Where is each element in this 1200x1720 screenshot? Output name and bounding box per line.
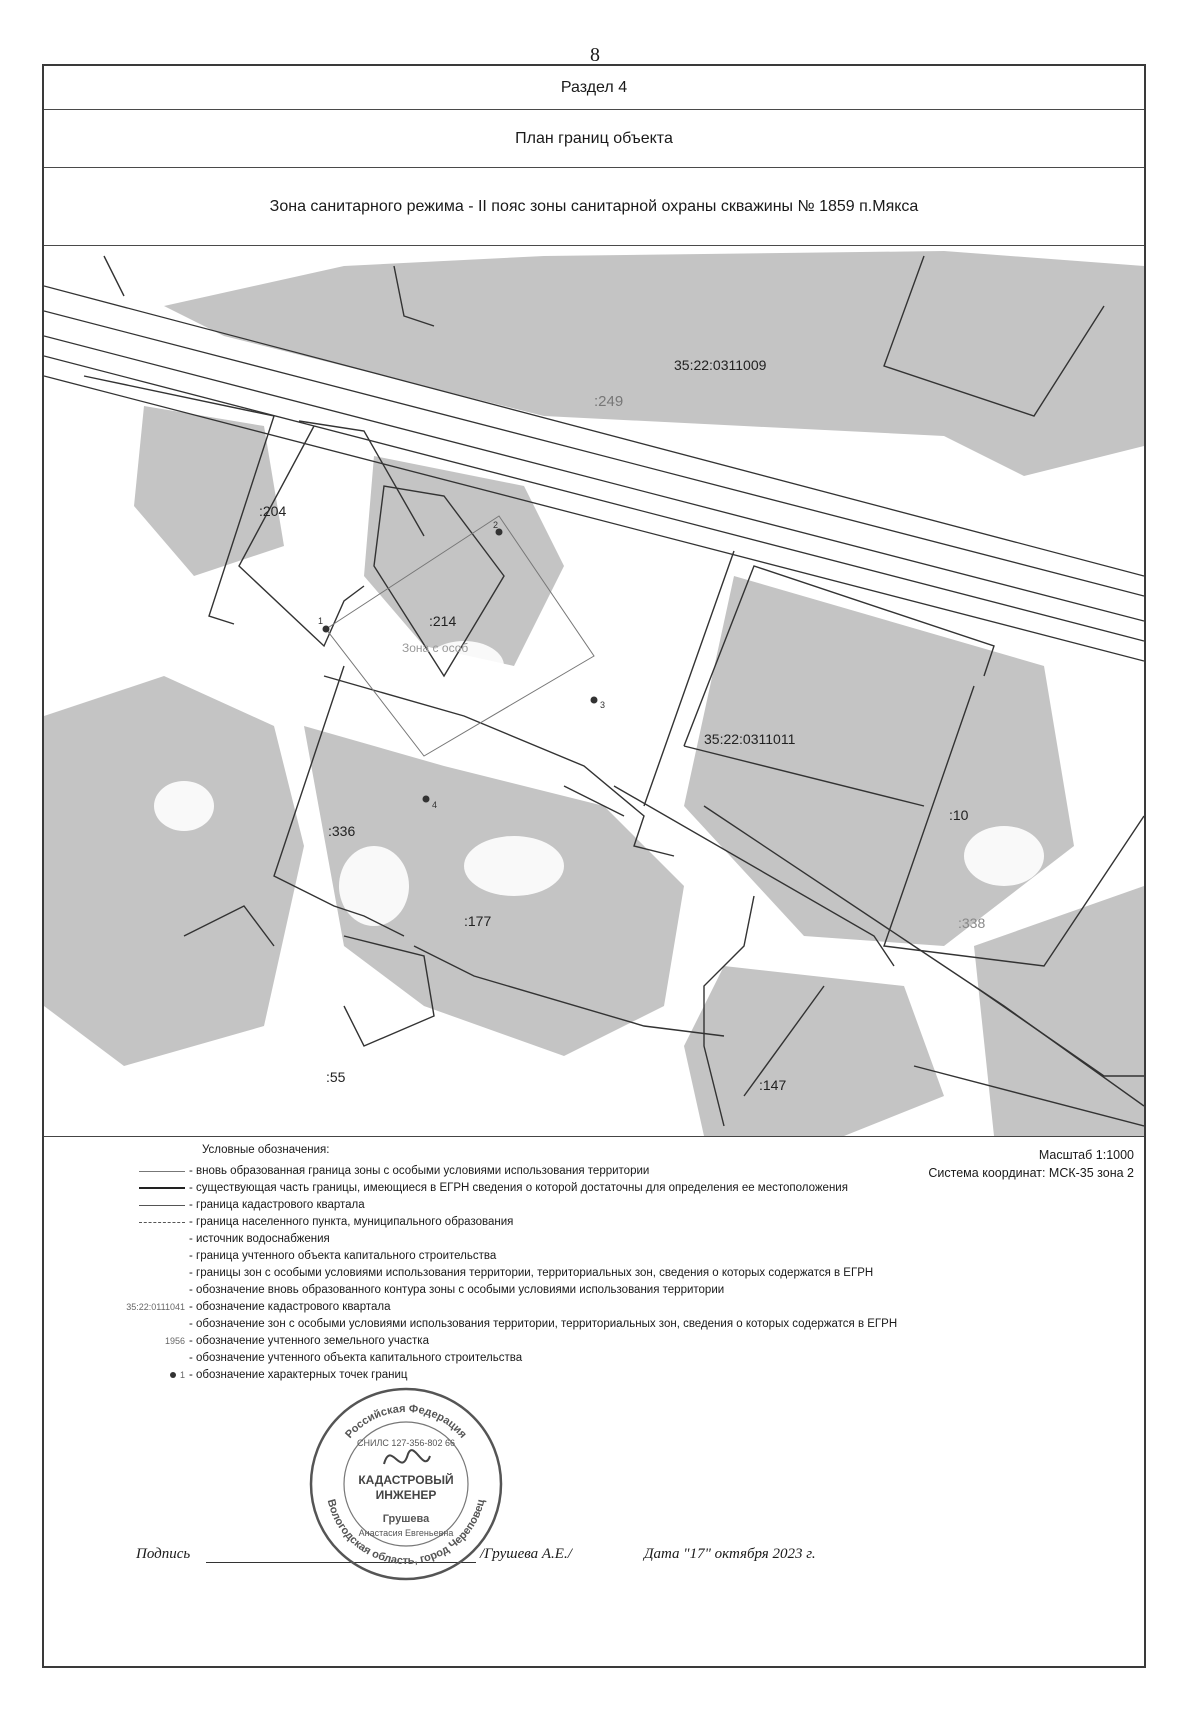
coord-system-text: Система координат: МСК-35 зона 2 bbox=[928, 1166, 1134, 1180]
existing-boundary-line-symbol bbox=[139, 1187, 185, 1189]
engineer-seal bbox=[306, 1384, 506, 1584]
parcel-label-336: :336 bbox=[328, 823, 356, 839]
scale-text: Масштаб 1:1000 bbox=[1038, 1148, 1134, 1162]
legend-item-text: - обозначение учтенного земельного участка bbox=[189, 1335, 429, 1347]
point-dot-symbol bbox=[170, 1372, 176, 1378]
parcel-label-204: :204 bbox=[259, 503, 287, 519]
legend-item bbox=[44, 1264, 873, 1282]
legend-item-text: - обозначение характерных точек границ bbox=[189, 1369, 408, 1381]
seal-snils: СНИЛС 127-356-802 66 bbox=[357, 1438, 455, 1448]
handwritten-signature bbox=[384, 1450, 430, 1464]
legend-item-text: - границы зон с особыми условиями использования территории, территориальных зон, сведения о которых содержатся в ЕГРН bbox=[189, 1267, 874, 1279]
legend-item bbox=[44, 1213, 513, 1231]
point-label-3: 3 bbox=[600, 700, 606, 710]
boundary-map bbox=[44, 246, 1144, 1137]
parcel-label-338: :338 bbox=[958, 915, 986, 931]
legend-item-text: - вновь образованная граница зоны с особыми условиями использования территории bbox=[189, 1165, 650, 1177]
legend-item-text: - граница кадастрового квартала bbox=[189, 1199, 365, 1211]
point-label-4: 4 bbox=[432, 800, 438, 810]
legend-item-text: - обозначение зон с особыми условиями использования территории, территориальных зон, сведения о которых содержатся в ЕГРН bbox=[189, 1318, 898, 1330]
new-boundary-line-symbol bbox=[139, 1171, 185, 1172]
legend-symbol: 1956 bbox=[164, 1336, 185, 1346]
plan-title: План границ объекта bbox=[515, 129, 673, 147]
legend-item bbox=[44, 1281, 724, 1299]
legend-item-text: - обозначение кадастрового квартала bbox=[189, 1301, 391, 1313]
document-frame bbox=[42, 64, 1146, 1668]
signer-name: /Грушева А.Е./ bbox=[480, 1546, 572, 1562]
seal-given-name: Анастасия Евгеньевна bbox=[358, 1528, 454, 1538]
parcel-label-55: :55 bbox=[326, 1069, 346, 1085]
legend-item bbox=[44, 1366, 408, 1384]
object-name: Зона санитарного режима - II пояс зоны санитарной охраны скважины № 1859 п.Мякса bbox=[269, 197, 919, 215]
seal-top-text: Российская Федерация bbox=[343, 1402, 469, 1441]
legend-item-text: - обозначение вновь образованного контура зоны с особыми условиями использования территории bbox=[189, 1284, 725, 1296]
signature-block bbox=[44, 1506, 1144, 1656]
quarter-label-0311009: 35:22:0311009 bbox=[674, 357, 767, 373]
seal-surname: Грушева bbox=[382, 1513, 430, 1525]
section-title: Раздел 4 bbox=[560, 78, 628, 96]
legend-title: Условные обозначения: bbox=[202, 1144, 330, 1156]
parcel-label-147: :147 bbox=[759, 1077, 787, 1093]
section-row bbox=[44, 66, 1144, 110]
scale-block bbox=[928, 1146, 1134, 1182]
quarter-label-0311011: 35:22:0311011 bbox=[704, 731, 796, 747]
signature-label: Подпись bbox=[136, 1546, 191, 1562]
quarter-boundary-line-symbol bbox=[139, 1205, 185, 1206]
legend bbox=[44, 1138, 1144, 1478]
parcel-label-249: :249 bbox=[594, 393, 624, 410]
legend-item-text: - обозначение учтенного объекта капитального строительства bbox=[189, 1352, 523, 1364]
legend-item bbox=[44, 1332, 429, 1350]
seal-title-2: ИНЖЕНЕР bbox=[375, 1488, 437, 1502]
plan-title-row bbox=[44, 110, 1144, 168]
signature-date: Дата "17" октября 2023 г. bbox=[644, 1546, 816, 1562]
legend-item bbox=[44, 1162, 649, 1180]
legend-item bbox=[44, 1196, 365, 1214]
parcel-label-214: :214 bbox=[429, 613, 457, 629]
legend-item bbox=[44, 1179, 848, 1197]
page-number: 8 bbox=[590, 44, 600, 66]
legend-symbol: 35:22:0111041 bbox=[126, 1302, 185, 1312]
map-canvas bbox=[44, 246, 1144, 1136]
seal-bottom-text: Вологодская область, город Череповец bbox=[324, 1498, 488, 1568]
legend-item bbox=[44, 1247, 496, 1265]
legend-item-text: - существующая часть границы, имеющиеся в ЕГРН сведения о которой достаточны для определения ее местоположения bbox=[189, 1182, 848, 1194]
legend-item bbox=[44, 1315, 897, 1333]
legend-item-text: - источник водоснабжения bbox=[189, 1233, 330, 1245]
seal-title-1: КАДАСТРОВЫЙ bbox=[358, 1473, 454, 1487]
legend-item bbox=[44, 1298, 391, 1316]
settlement-boundary-line-symbol bbox=[139, 1222, 185, 1223]
legend-item-text: - граница учтенного объекта капитального строительства bbox=[189, 1250, 497, 1262]
point-label-1: 1 bbox=[318, 616, 324, 626]
legend-item bbox=[44, 1230, 330, 1248]
object-name-row bbox=[44, 168, 1144, 246]
legend-item bbox=[44, 1349, 522, 1367]
legend-item-text: - граница населенного пункта, муниципального образования bbox=[189, 1216, 514, 1228]
legend-symbol: 1 bbox=[179, 1370, 185, 1380]
zone-label: Зона с особ bbox=[402, 641, 469, 655]
point-label-2: 2 bbox=[493, 520, 499, 530]
orthophoto-background bbox=[44, 251, 1144, 1136]
parcel-label-10: :10 bbox=[949, 807, 969, 823]
parcel-label-177: :177 bbox=[464, 913, 492, 929]
